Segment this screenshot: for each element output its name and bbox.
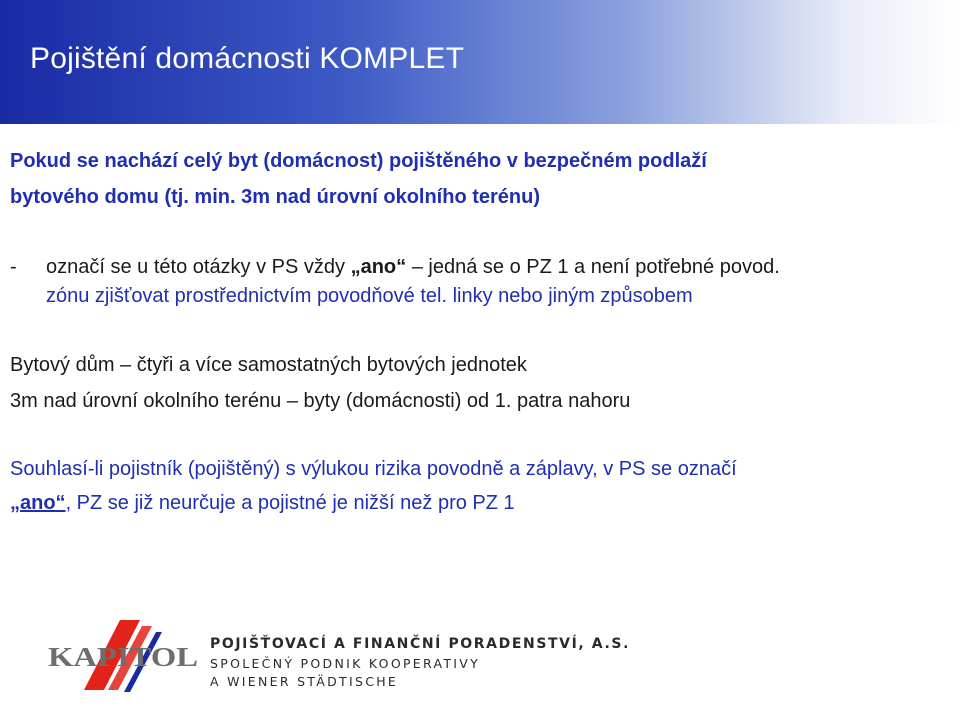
house-line-1: Bytový dům – čtyři a více samostatných bytových jednotek: [10, 354, 527, 376]
consent-line-2: [10, 488, 515, 518]
house-line-2: 3m nad úrovní okolního terénu – byty (domácnosti) od 1. patra nahoru: [10, 390, 631, 412]
intro-line-1: Pokud se nachází celý byt (domácnost) pojištěného v bezpečném podlaží: [10, 150, 707, 172]
consent-rest: , PZ se již neurčuje a pojistné je nižší než pro PZ 1: [65, 492, 515, 514]
footer-company: POJIŠŤOVACÍ A FINANČNÍ PORADENSTVÍ, A.S.: [210, 636, 631, 652]
page-title: Pojištění domácnosti KOMPLET: [30, 42, 465, 75]
consent-line-1: Souhlasí-li pojistník (pojištěný) s výlukou rizika povodně a záplavy, v PS se označí: [10, 458, 737, 480]
bullet-text-pre: označí se u této otázky v PS vždy: [46, 256, 351, 278]
bullet-line-2: zónu zjišťovat prostřednictvím povodňové tel. linky nebo jiným způsobem: [46, 285, 693, 307]
header-banner: [0, 0, 960, 124]
bullet-ano: „ano“: [350, 256, 407, 278]
consent-ano: „ano“: [10, 492, 66, 514]
footer-sub-1: SPOLEČNÝ PODNIK KOOPERATIVY: [210, 656, 481, 671]
bullet-dash: -: [10, 256, 17, 278]
bullet-text-post: – jedná se o PZ 1 a není potřebné povod.: [406, 256, 780, 278]
logo-wordmark: KAPITOL: [48, 642, 198, 672]
bullet-line-1: [46, 252, 780, 282]
footer-sub-2: A WIENER STÄDTISCHE: [210, 674, 399, 689]
kapitol-logo: [48, 618, 198, 692]
intro-line-2: bytového domu (tj. min. 3m nad úrovní okolního terénu): [10, 186, 541, 208]
